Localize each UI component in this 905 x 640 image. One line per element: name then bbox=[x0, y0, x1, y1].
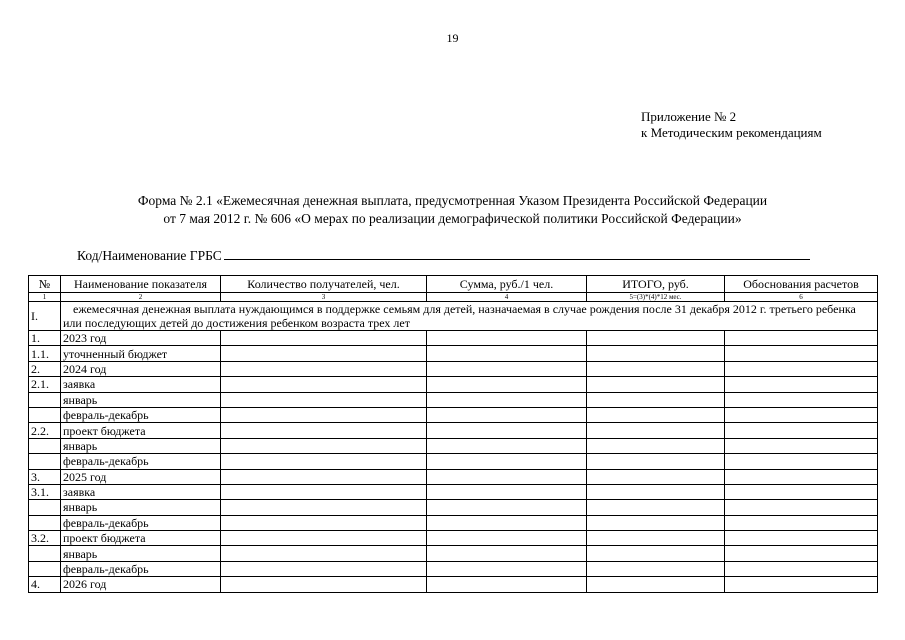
table-row bbox=[29, 346, 878, 361]
row-indicator-name: февраль-декабрь bbox=[61, 407, 221, 422]
recipients-cell[interactable] bbox=[221, 423, 427, 438]
appendix-note bbox=[641, 109, 822, 141]
table-row bbox=[29, 546, 878, 561]
amount-cell[interactable] bbox=[427, 438, 587, 453]
page-number: 19 bbox=[446, 31, 459, 45]
justification-cell[interactable] bbox=[725, 500, 878, 515]
recipients-cell[interactable] bbox=[221, 469, 427, 484]
table-row bbox=[29, 577, 878, 592]
row-indicator-name: 2023 год bbox=[61, 331, 221, 346]
row-number bbox=[29, 546, 61, 561]
section-description: ежемесячная денежная выплата нуждающимся в поддержке семьям для детей, назначаемая в случае рождения после 31 декабря 2012 г. третьего ребенка или последующих детей до достижения ребенком возраста трех лет bbox=[61, 302, 878, 331]
recipients-cell[interactable] bbox=[221, 484, 427, 499]
total-cell[interactable] bbox=[587, 331, 725, 346]
column-numbering-row bbox=[29, 293, 878, 302]
justification-cell[interactable] bbox=[725, 361, 878, 376]
row-number: 2.1. bbox=[29, 377, 61, 392]
amount-cell[interactable] bbox=[427, 377, 587, 392]
table-row bbox=[29, 531, 878, 546]
table-row bbox=[29, 407, 878, 422]
row-indicator-name: 2026 год bbox=[61, 577, 221, 592]
amount-cell[interactable] bbox=[427, 454, 587, 469]
row-indicator-name: уточненный бюджет bbox=[61, 346, 221, 361]
form-title bbox=[0, 192, 905, 228]
table-row bbox=[29, 392, 878, 407]
justification-cell[interactable] bbox=[725, 484, 878, 499]
total-cell[interactable] bbox=[587, 531, 725, 546]
amount-cell[interactable] bbox=[427, 392, 587, 407]
recipients-cell[interactable] bbox=[221, 361, 427, 376]
row-number: 3.1. bbox=[29, 484, 61, 499]
row-indicator-name: проект бюджета bbox=[61, 531, 221, 546]
appendix-line-1: Приложение № 2 bbox=[641, 109, 737, 124]
row-number bbox=[29, 454, 61, 469]
form-title-line-2: от 7 мая 2012 г. № 606 «О мерах по реализации демографической политики Российской Федерации» bbox=[163, 211, 742, 226]
justification-cell[interactable] bbox=[725, 438, 878, 453]
appendix-line-2: к Методическим рекомендациям bbox=[641, 125, 822, 140]
header-justification: Обоснования расчетов bbox=[725, 276, 878, 293]
row-indicator-name: заявка bbox=[61, 377, 221, 392]
row-number bbox=[29, 561, 61, 576]
table-row bbox=[29, 423, 878, 438]
recipients-cell[interactable] bbox=[221, 407, 427, 422]
table-row bbox=[29, 469, 878, 484]
row-number bbox=[29, 392, 61, 407]
recipients-cell[interactable] bbox=[221, 515, 427, 530]
amount-cell[interactable] bbox=[427, 546, 587, 561]
recipients-cell[interactable] bbox=[221, 500, 427, 515]
justification-cell[interactable] bbox=[725, 377, 878, 392]
justification-cell[interactable] bbox=[725, 577, 878, 592]
recipients-cell[interactable] bbox=[221, 392, 427, 407]
recipients-cell[interactable] bbox=[221, 577, 427, 592]
justification-cell[interactable] bbox=[725, 454, 878, 469]
justification-cell[interactable] bbox=[725, 546, 878, 561]
row-number: 2. bbox=[29, 361, 61, 376]
total-cell[interactable] bbox=[587, 377, 725, 392]
row-indicator-name: февраль-декабрь bbox=[61, 454, 221, 469]
justification-cell[interactable] bbox=[725, 331, 878, 346]
grbs-blank-line bbox=[224, 247, 810, 260]
table-row bbox=[29, 438, 878, 453]
row-number: 1.1. bbox=[29, 346, 61, 361]
total-cell[interactable] bbox=[587, 469, 725, 484]
row-indicator-name: заявка bbox=[61, 484, 221, 499]
table-row bbox=[29, 484, 878, 499]
justification-cell[interactable] bbox=[725, 469, 878, 484]
row-indicator-name: январь bbox=[61, 546, 221, 561]
column-number-4: 4 bbox=[427, 293, 587, 302]
column-number-1: 1 bbox=[29, 293, 61, 302]
total-cell[interactable] bbox=[587, 454, 725, 469]
amount-cell[interactable] bbox=[427, 561, 587, 576]
column-number-5: 5=(3)*(4)*12 мес. bbox=[587, 293, 725, 302]
row-indicator-name: февраль-декабрь bbox=[61, 561, 221, 576]
recipients-cell[interactable] bbox=[221, 561, 427, 576]
recipients-cell[interactable] bbox=[221, 454, 427, 469]
recipients-cell[interactable] bbox=[221, 546, 427, 561]
row-indicator-name: январь bbox=[61, 438, 221, 453]
total-cell[interactable] bbox=[587, 407, 725, 422]
table-header-row bbox=[29, 276, 878, 293]
justification-cell[interactable] bbox=[725, 407, 878, 422]
total-cell[interactable] bbox=[587, 346, 725, 361]
total-cell[interactable] bbox=[587, 361, 725, 376]
table-row bbox=[29, 500, 878, 515]
section-row bbox=[29, 302, 878, 331]
table-row bbox=[29, 377, 878, 392]
amount-cell[interactable] bbox=[427, 423, 587, 438]
row-number bbox=[29, 500, 61, 515]
recipients-cell[interactable] bbox=[221, 377, 427, 392]
payment-table bbox=[28, 275, 878, 593]
table-row bbox=[29, 515, 878, 530]
column-number-6: 6 bbox=[725, 293, 878, 302]
grbs-field bbox=[77, 247, 810, 264]
total-cell[interactable] bbox=[587, 484, 725, 499]
amount-cell[interactable] bbox=[427, 331, 587, 346]
justification-cell[interactable] bbox=[725, 515, 878, 530]
row-indicator-name: январь bbox=[61, 392, 221, 407]
row-number: 3.2. bbox=[29, 531, 61, 546]
total-cell[interactable] bbox=[587, 500, 725, 515]
row-indicator-name: 2024 год bbox=[61, 361, 221, 376]
row-indicator-name: 2025 год bbox=[61, 469, 221, 484]
row-indicator-name: январь bbox=[61, 500, 221, 515]
recipients-cell[interactable] bbox=[221, 331, 427, 346]
column-number-3: 3 bbox=[221, 293, 427, 302]
row-indicator-name: проект бюджета bbox=[61, 423, 221, 438]
recipients-cell[interactable] bbox=[221, 346, 427, 361]
justification-cell[interactable] bbox=[725, 346, 878, 361]
table-row bbox=[29, 454, 878, 469]
amount-cell[interactable] bbox=[427, 407, 587, 422]
header-recipients-count: Количество получателей, чел. bbox=[221, 276, 427, 293]
total-cell[interactable] bbox=[587, 577, 725, 592]
amount-cell[interactable] bbox=[427, 577, 587, 592]
row-number bbox=[29, 438, 61, 453]
total-cell[interactable] bbox=[587, 423, 725, 438]
table-row bbox=[29, 331, 878, 346]
header-indicator-name: Наименование показателя bbox=[61, 276, 221, 293]
recipients-cell[interactable] bbox=[221, 531, 427, 546]
section-number: I. bbox=[29, 302, 61, 331]
header-amount-per-person: Сумма, руб./1 чел. bbox=[427, 276, 587, 293]
row-number: 4. bbox=[29, 577, 61, 592]
amount-cell[interactable] bbox=[427, 469, 587, 484]
total-cell[interactable] bbox=[587, 438, 725, 453]
row-number: 2.2. bbox=[29, 423, 61, 438]
row-indicator-name: февраль-декабрь bbox=[61, 515, 221, 530]
header-number: № bbox=[29, 276, 61, 293]
recipients-cell[interactable] bbox=[221, 438, 427, 453]
total-cell[interactable] bbox=[587, 546, 725, 561]
grbs-label: Код/Наименование ГРБС bbox=[77, 248, 222, 263]
justification-cell[interactable] bbox=[725, 423, 878, 438]
amount-cell[interactable] bbox=[427, 361, 587, 376]
row-number: 1. bbox=[29, 331, 61, 346]
justification-cell[interactable] bbox=[725, 531, 878, 546]
amount-cell[interactable] bbox=[427, 484, 587, 499]
form-title-line-1: Форма № 2.1 «Ежемесячная денежная выплата, предусмотренная Указом Президента Российской Федерации bbox=[137, 193, 768, 208]
amount-cell[interactable] bbox=[427, 531, 587, 546]
column-number-2: 2 bbox=[61, 293, 221, 302]
table-row bbox=[29, 361, 878, 376]
row-number bbox=[29, 407, 61, 422]
justification-cell[interactable] bbox=[725, 392, 878, 407]
row-number: 3. bbox=[29, 469, 61, 484]
amount-cell[interactable] bbox=[427, 515, 587, 530]
amount-cell[interactable] bbox=[427, 500, 587, 515]
total-cell[interactable] bbox=[587, 392, 725, 407]
table-row bbox=[29, 561, 878, 576]
row-number bbox=[29, 515, 61, 530]
header-total: ИТОГО, руб. bbox=[587, 276, 725, 293]
total-cell[interactable] bbox=[587, 561, 725, 576]
amount-cell[interactable] bbox=[427, 346, 587, 361]
justification-cell[interactable] bbox=[725, 561, 878, 576]
total-cell[interactable] bbox=[587, 515, 725, 530]
